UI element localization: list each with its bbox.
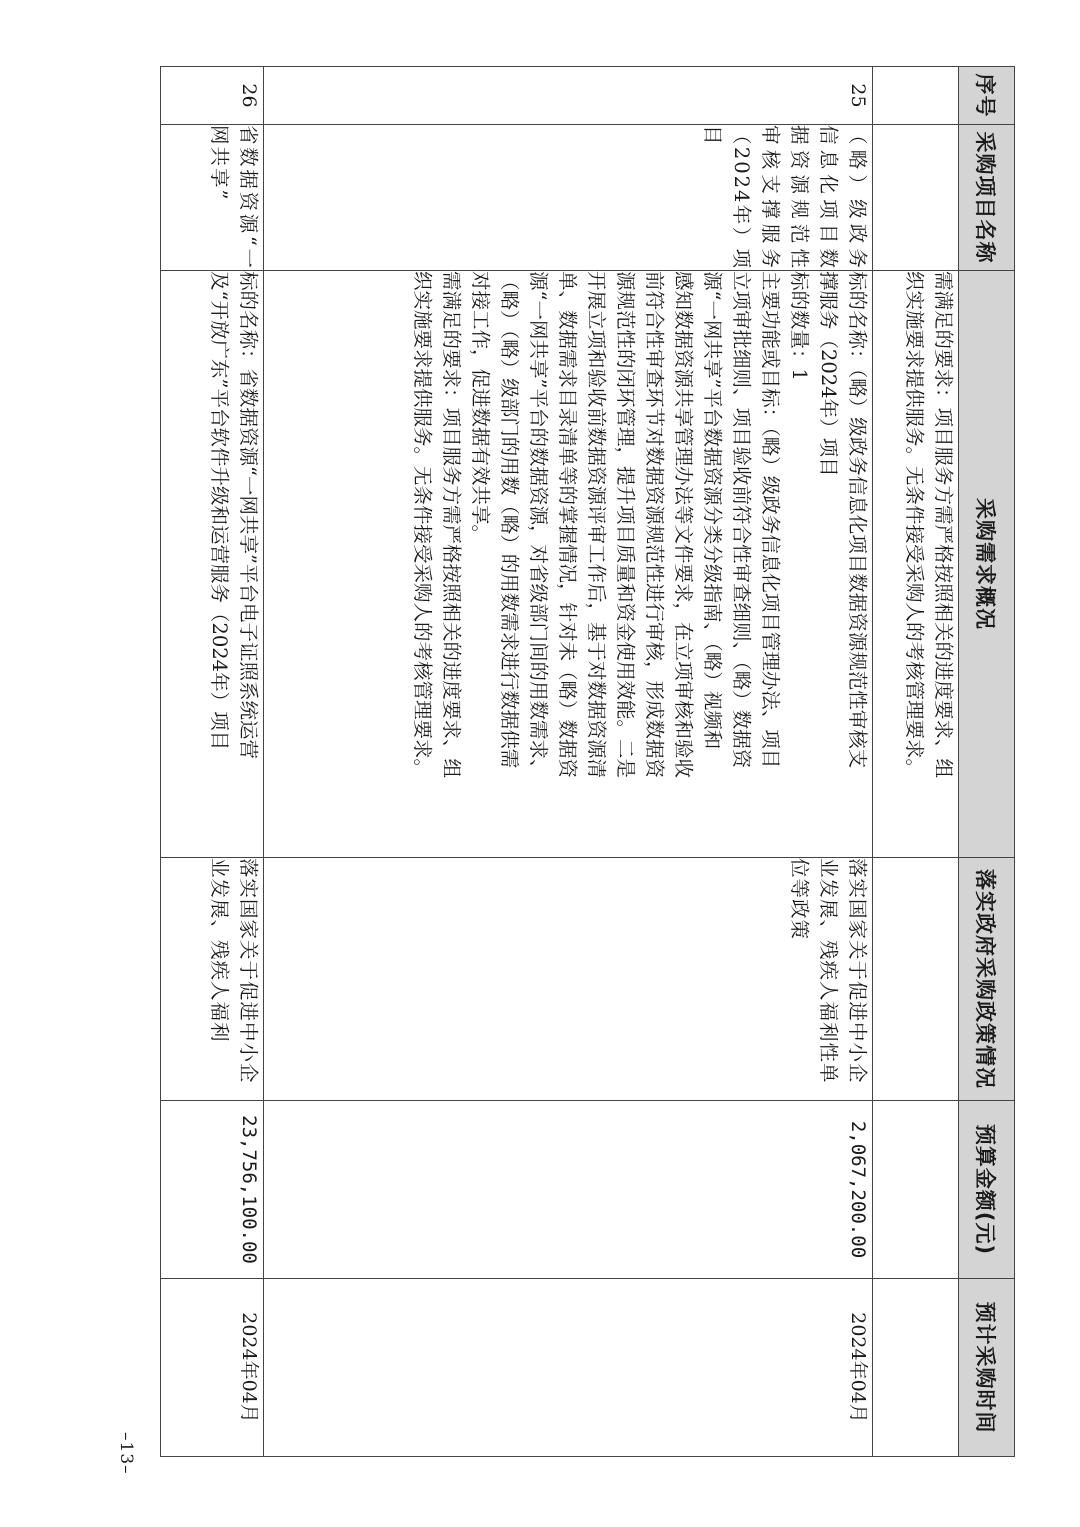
procurement-table xyxy=(160,66,1015,1457)
table-row-continued xyxy=(873,67,959,1457)
header-budget: 预算金额(元) xyxy=(959,1101,1015,1279)
req-line: 对接工作，促进数据有效共享。 xyxy=(469,271,492,545)
header-time: 预计采购时间 xyxy=(959,1279,1015,1457)
prev-req-line: 织实施要求提供服务。无条件接受采购人的考核管理要求。 xyxy=(903,271,926,779)
req-line: 源“一网共享”平台数据资源分类分级指南、（略）视频和 xyxy=(701,271,724,750)
req-line: 开展立项和验收前数据资源评审工作后，基于对数据资源清 xyxy=(585,271,608,779)
prev-policy-cell xyxy=(873,858,959,1101)
req-line: 及“开放广东”平台软件升级和运营服务（2024年）项目 xyxy=(208,271,231,751)
prev-requirements-cell xyxy=(873,271,959,858)
row26-requirements xyxy=(161,271,264,858)
prev-name-cell xyxy=(873,125,959,271)
row25-policy: 落实国家关于促进中小企业发展、残疾人福利性单位等政策 xyxy=(264,858,873,1101)
prev-budget-cell xyxy=(873,1101,959,1279)
row25-seq: 25 xyxy=(264,67,873,125)
row25-requirements xyxy=(264,271,873,858)
req-line: 标的名称：（略）级政务信息化项目数据资源规范性审核支 xyxy=(846,271,869,769)
req-line: 织实施要求提供服务。无条件接受采购人的考核管理要求。 xyxy=(411,271,434,779)
header-requirements: 采购需求概况 xyxy=(959,271,1015,858)
header-row xyxy=(959,67,1015,1457)
header-seq: 序号 xyxy=(959,67,1015,125)
req-line: 撑服务（2024年）项目 xyxy=(817,271,840,477)
row26-seq: 26 xyxy=(161,67,264,125)
table-row-26 xyxy=(161,67,264,1457)
req-line: 立项审批细则、项目验收前符合性审查细则、（略）数据资 xyxy=(730,271,753,769)
req-line: 前符合性审查环节对数据资源规范性进行审核，形成数据资 xyxy=(643,271,666,779)
req-line: 主要功能或目标：（略）级政务信息化项目管理办法、项目 xyxy=(759,271,782,769)
req-line: 感知数据资源共享管理办法等文件要求，在立项审核和验收 xyxy=(672,271,695,779)
prev-req-line: 需满足的要求：项目服务方需严格按照相关的进度要求、组 xyxy=(932,271,955,779)
req-line: 源“一网共享”平台的数据资源，对省级部门间的用数需求、 xyxy=(527,271,550,779)
req-line: 源规范性的闭环管理，提升项目质量和资金使用效能。二是 xyxy=(614,271,637,779)
req-line: 标的名称：省数据资源“一网共享”平台电子证照系统运营 xyxy=(237,271,260,759)
row26-name: 省数据资源“一网共享” xyxy=(161,125,264,271)
table-row-25 xyxy=(264,67,873,1457)
row26-policy: 落实国家关于促进中小企业发展、残疾人福利 xyxy=(161,858,264,1101)
row25-budget: 2,067,200.00 xyxy=(264,1101,873,1279)
row25-time: 2024年04月 xyxy=(264,1279,873,1457)
req-line: 标的数量：1 xyxy=(788,271,811,381)
row25-name: （略）级政务信息化项目数据资源规范性审核支撑服务（2024年）项目 xyxy=(264,125,873,271)
row26-budget: 23,756,100.00 xyxy=(161,1101,264,1279)
rotated-page xyxy=(160,66,1015,1456)
row26-time: 2024年04月 xyxy=(161,1279,264,1457)
page-number xyxy=(114,1432,144,1492)
header-policy: 落实政府采购政策情况 xyxy=(959,858,1015,1101)
req-line: （略）（略）级部门的用数（略）的用数需求进行数据供需 xyxy=(498,271,521,769)
header-name: 采购项目名称 xyxy=(959,125,1015,271)
req-line: 需满足的要求：项目服务方需严格按照相关的进度要求、组 xyxy=(440,271,463,779)
req-line: 单、数据需求目录清单等的掌握情况，针对未（略）数据资 xyxy=(556,271,579,779)
prev-time-cell xyxy=(873,1279,959,1457)
page-number-text: –13– xyxy=(116,1432,136,1475)
prev-seq-cell xyxy=(873,67,959,125)
